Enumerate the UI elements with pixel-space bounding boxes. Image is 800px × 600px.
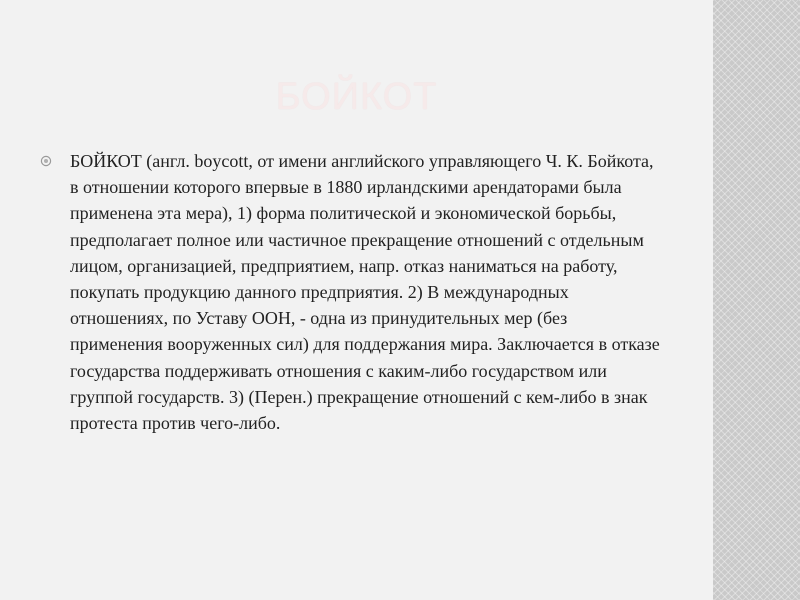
bullet-item xyxy=(40,148,660,436)
slide-content xyxy=(40,148,660,436)
circle-bullet-icon xyxy=(40,155,52,167)
body-text: БОЙКОТ (англ. boycott, от имени английского управляющего Ч. К. Бойкота, в отношении которого впервые в 1880 ирландскими арендаторами была применена эта мера), 1) форма политической и экономической борьбы, предполагает полное или частичное прекращение отношений с отдельным лицом, организацией, предприятием, напр. отказ наниматься на работу, покупать продукцию данного предприятия. 2) В международных отношениях, по Уставу ООН, - одна из принудительных мер (без применения вооруженных сил) для поддержания мира. Заключается в отказе государства поддерживать отношения с каким-либо государством или группой государств. 3) (Перен.) прекращение отношений с кем-либо в знак протеста против чего-либо. xyxy=(70,151,660,434)
slide-title: БОЙКОТ xyxy=(275,76,438,118)
decorative-side-panel xyxy=(713,0,800,600)
